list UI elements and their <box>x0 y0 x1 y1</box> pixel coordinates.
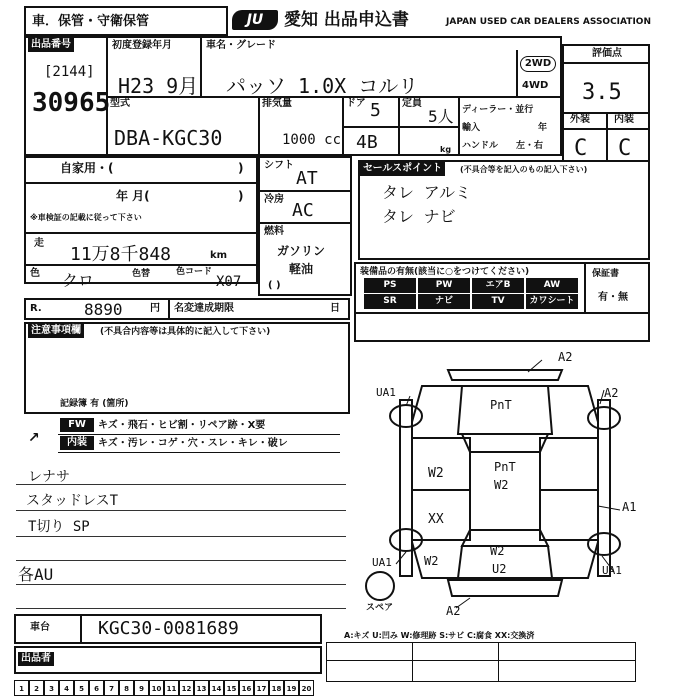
right-rear-door <box>540 490 598 540</box>
model-value: DBA-KGC30 <box>114 126 223 150</box>
bottom-cell: 11 <box>164 680 179 696</box>
notes-subnote: (不具合内容等は具体的に記入して下さい) <box>100 327 271 337</box>
car-name-value: パッソ 1.0X コルリ <box>226 74 419 98</box>
mark-ua1-bottom-left: UA1 <box>372 556 392 569</box>
name-change-label: 名変達成期限 <box>174 303 234 314</box>
interior-label: 内装 <box>614 114 634 125</box>
doors-label: ドア <box>346 98 366 109</box>
mark-w2-left: W2 <box>428 466 444 481</box>
name-change-day: 日 <box>330 303 340 314</box>
equipment-note: 装備品の有無(該当に○をつけてください) <box>360 267 530 277</box>
wheel-rear-right <box>588 533 620 555</box>
wheel-front-left <box>390 405 422 427</box>
lot-number: 30965 <box>32 88 111 118</box>
mark-xx: XX <box>428 512 444 527</box>
dealer-label: ディーラー・並行 <box>462 105 534 115</box>
first-reg-value: H23 9月 <box>118 74 199 98</box>
sales-point-label: セールスポイント <box>360 162 445 176</box>
rating-label: 評価点 <box>592 48 622 59</box>
arrow-mark: ↗ <box>28 430 40 446</box>
bottom-cell: 2 <box>29 680 44 696</box>
mark-spare: スペア <box>366 603 394 613</box>
fuel-label: 燃料 <box>264 226 284 237</box>
sales-point-note: (不具合等を記入のもの記入下さい) <box>460 165 588 174</box>
association-name: JAPAN USED CAR DEALERS ASSOCIATION <box>446 17 651 27</box>
equipment-item: SR <box>364 294 416 309</box>
right-sill <box>598 400 610 576</box>
2wd-badge: 2WD <box>520 56 556 72</box>
color-num-label: 色替 <box>132 269 151 279</box>
equipment-item: カワシート <box>526 294 578 309</box>
diagram-legend: A:キズ U:凹み W:修理跡 S:サビ C:腐食 XX:交換済 <box>344 631 535 640</box>
bottom-cell: 5 <box>74 680 89 696</box>
equipment-item: ナビ <box>418 294 470 309</box>
vin-label: 車台 <box>30 622 50 633</box>
bottom-cell: 10 <box>149 680 164 696</box>
interior-damage-label: 内装 <box>60 436 94 450</box>
mark-w2-center: W2 <box>494 478 509 492</box>
bottom-cell: 15 <box>224 680 239 696</box>
inspector-box <box>326 642 636 682</box>
car-name-label: 車名・グレード <box>206 40 276 51</box>
notes-label: 注意事項欄 <box>28 324 84 338</box>
color-value: クロ <box>62 271 95 290</box>
mark-a1-right: A1 <box>622 500 637 514</box>
lot-label: 出品番号 <box>28 38 74 52</box>
equipment-item: エアB <box>472 278 524 293</box>
vin-value: KGC30-0081689 <box>98 618 239 639</box>
note-line-4: 各AU <box>18 565 54 584</box>
left-front-door <box>412 438 470 490</box>
equipment-item: PS <box>364 278 416 293</box>
wheel-front-right <box>588 407 620 429</box>
mark-u2-rear: U2 <box>492 562 507 576</box>
rear-window <box>462 530 548 546</box>
bottom-cell: 20 <box>299 680 314 696</box>
mileage-value: 11万8千848 <box>70 244 172 265</box>
exterior-label: 外装 <box>570 114 590 125</box>
interior-grade: C <box>618 136 632 161</box>
bottom-cell: 12 <box>179 680 194 696</box>
ac-value: AC <box>292 200 314 221</box>
bottom-cell: 6 <box>89 680 104 696</box>
owner-box <box>14 646 322 674</box>
record-book-label: 記録簿 有 (箇所) <box>60 399 129 409</box>
rear-bumper <box>448 580 562 596</box>
ac-label: 冷房 <box>264 194 284 205</box>
warranty-label: 保証書 <box>592 269 620 279</box>
mark-a2-right: A2 <box>604 386 619 400</box>
mileage-label: 走 <box>34 238 44 249</box>
shaken-note: ※車検証の記載に従って下さい <box>30 213 142 222</box>
front-bumper <box>448 370 562 380</box>
load-unit: kg <box>440 145 452 154</box>
bottom-cell: 1 <box>14 680 29 696</box>
interior-damage-text: キズ・汚レ・コゲ・穴・スレ・キレ・破レ <box>98 438 288 449</box>
seats-value: 5人 <box>428 107 454 126</box>
spare-tire <box>366 572 394 600</box>
mark-pnt-center: PnT <box>494 460 516 474</box>
price-unit: 円 <box>150 303 160 314</box>
import-label: 輸入 <box>462 123 481 133</box>
warranty-value: 有・無 <box>598 292 628 303</box>
note-line-2: スタッドレスT <box>26 493 119 509</box>
color-code-value: X07 <box>216 274 242 290</box>
mileage-unit: km <box>210 250 228 261</box>
price-value: 8890 <box>84 300 123 319</box>
fw-label: FW <box>60 418 94 432</box>
form-title: 愛知 出品申込書 <box>284 10 409 30</box>
exterior-grade: C <box>574 136 588 161</box>
first-reg-label: 初度登録年月 <box>112 40 172 51</box>
model-label: 型式 <box>110 98 130 109</box>
owner-label: 出品者 <box>18 652 54 666</box>
right-front-door <box>540 438 598 490</box>
windshield <box>462 434 548 452</box>
color-code-label: 色コード <box>176 267 213 277</box>
mark-pnt-front: PnT <box>490 398 512 412</box>
note-line-3: T切り SP <box>28 519 90 535</box>
fuel-options: ガソリン 軽油 <box>276 244 325 276</box>
use-close: ) <box>238 161 244 175</box>
displacement-value: 1000 cc <box>282 132 342 148</box>
handle-options: 左・右 <box>516 141 544 151</box>
category-label: 車．保管・守衛保管 <box>32 14 150 29</box>
sales-point-line1: タレ アルミ <box>382 183 471 202</box>
mark-w2-rear: W2 <box>490 544 505 558</box>
displacement-label: 排気量 <box>262 98 292 109</box>
color-label: 色 <box>30 268 40 279</box>
4wd-label: 4WD <box>522 80 549 91</box>
bottom-cell: 13 <box>194 680 209 696</box>
equipment-item: TV <box>472 294 524 309</box>
mark-a2-top: A2 <box>558 350 573 364</box>
fw-text: キズ・飛石・ヒビ割・リペア跡・X要 <box>98 420 266 431</box>
doors-value: 5 <box>370 100 381 121</box>
note-line-1: レナサ <box>28 469 70 485</box>
handle-value: 4B <box>356 132 378 153</box>
shaken-label: 年 月( <box>116 189 150 203</box>
lot-box-label: [2144] <box>44 64 95 80</box>
import-year-label: 年 <box>538 123 548 133</box>
seats-label: 定員 <box>402 98 422 109</box>
shaken-close: ) <box>238 189 244 203</box>
bottom-cell: 17 <box>254 680 269 696</box>
ju-logo: JU <box>232 10 278 30</box>
bottom-cell: 18 <box>269 680 284 696</box>
bottom-cell: 4 <box>59 680 74 696</box>
category-box <box>24 6 228 36</box>
bottom-cell: 8 <box>119 680 134 696</box>
mark-a2-bottom: A2 <box>446 604 461 618</box>
mark-ua1-bottom-right: UA1 <box>602 564 622 577</box>
bottom-cell: 3 <box>44 680 59 696</box>
shift-label: シフト <box>264 160 294 171</box>
rating-value: 3.5 <box>582 80 622 105</box>
shift-value: AT <box>296 168 318 189</box>
price-label: R. <box>30 303 42 314</box>
use-label: 自家用・( <box>60 161 114 175</box>
mark-ua1-left: UA1 <box>376 386 396 399</box>
bottom-cell: 16 <box>239 680 254 696</box>
equipment-item: PW <box>418 278 470 293</box>
car-damage-diagram <box>352 346 672 622</box>
bottom-cell: 7 <box>104 680 119 696</box>
bottom-cell: 14 <box>209 680 224 696</box>
handle-label: ハンドル <box>462 141 499 151</box>
bottom-cell: 19 <box>284 680 299 696</box>
equipment-item: AW <box>526 278 578 293</box>
bottom-cell: 9 <box>134 680 149 696</box>
mark-w2-bottom-left: W2 <box>424 554 439 568</box>
sales-point-line2: タレ ナビ <box>382 207 456 226</box>
fuel-bracket: ( ) <box>268 280 281 291</box>
